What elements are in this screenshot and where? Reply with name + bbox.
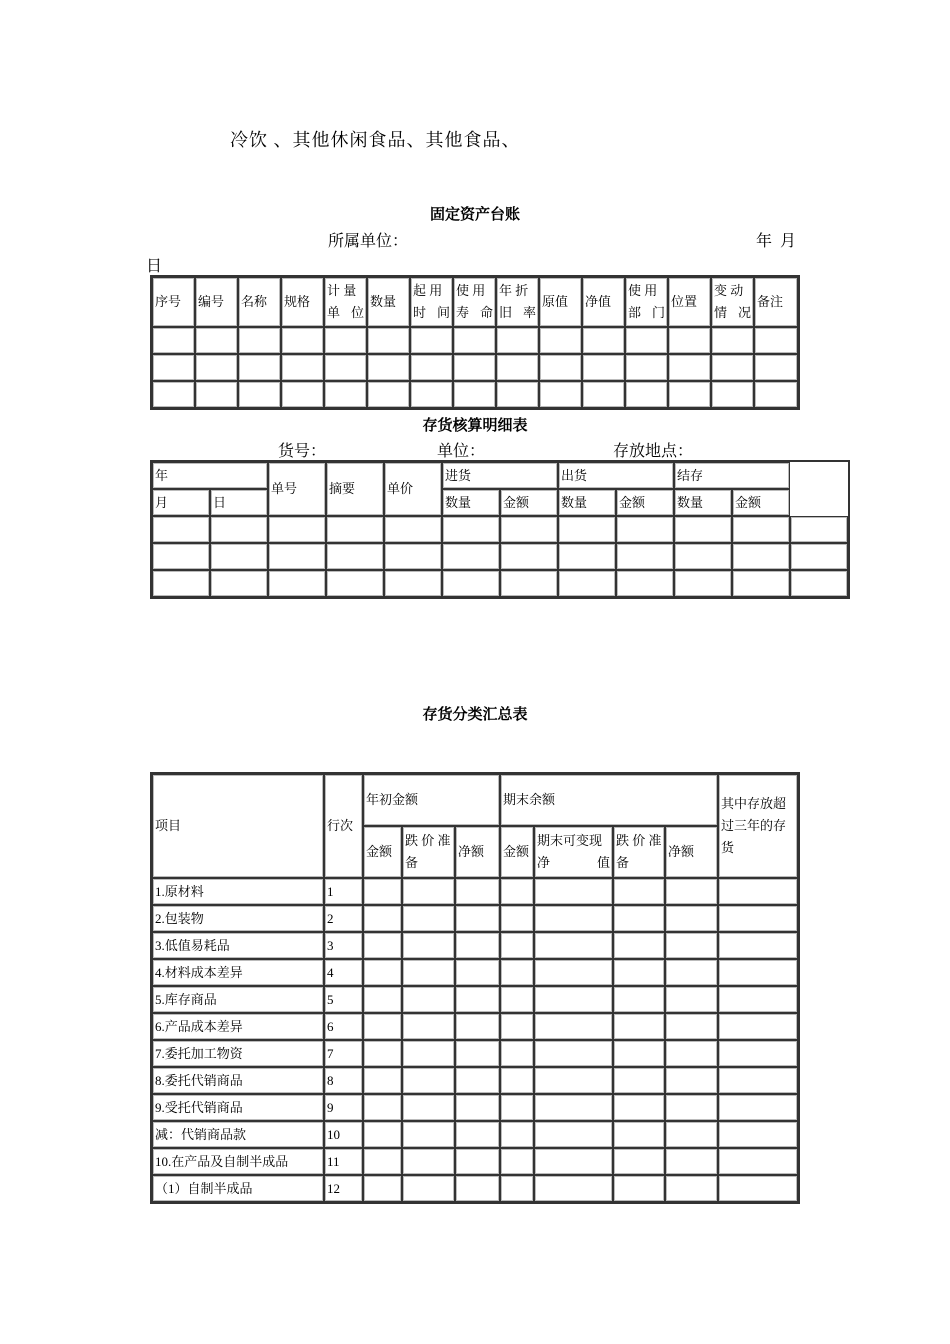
table-cell[interactable] xyxy=(453,381,496,408)
table-cell[interactable] xyxy=(500,932,534,959)
table-row xyxy=(152,516,848,543)
table-cell[interactable] xyxy=(442,516,500,543)
inventory-summary-table xyxy=(150,772,800,1204)
header-net: 净额 xyxy=(665,826,718,878)
table-cell[interactable] xyxy=(718,1121,798,1148)
table-cell[interactable] xyxy=(402,1040,455,1067)
header-month: 月 xyxy=(152,489,210,516)
header-reserve: 跌 价 准备 xyxy=(402,826,455,878)
table-row xyxy=(152,932,798,959)
table-cell[interactable] xyxy=(613,905,665,932)
table-cell[interactable] xyxy=(384,543,442,570)
row-line-number: 7 xyxy=(324,1040,363,1067)
table-cell[interactable] xyxy=(402,986,455,1013)
table-cell[interactable] xyxy=(455,1067,500,1094)
fixed-assets-unit-label: 所属单位： xyxy=(328,233,409,250)
row-item-label: 4.材料成本差异 xyxy=(152,959,324,986)
table-cell[interactable] xyxy=(326,516,384,543)
table-cell[interactable] xyxy=(613,1094,665,1121)
header-over-three-years: 其中存放超过三年的存货 xyxy=(718,774,798,878)
table-cell[interactable] xyxy=(613,986,665,1013)
table-row xyxy=(152,1175,798,1202)
table-cell[interactable] xyxy=(616,516,674,543)
table-cell[interactable] xyxy=(500,1175,534,1202)
table-cell[interactable] xyxy=(210,516,268,543)
table-cell[interactable] xyxy=(718,1094,798,1121)
header-line: 行次 xyxy=(324,774,363,878)
table-cell[interactable] xyxy=(402,1175,455,1202)
table-cell[interactable] xyxy=(455,1013,500,1040)
detail-header-row-1 xyxy=(152,462,848,489)
table-cell[interactable] xyxy=(455,959,500,986)
table-cell[interactable] xyxy=(455,986,500,1013)
table-cell[interactable] xyxy=(732,570,790,597)
table-cell[interactable] xyxy=(367,381,410,408)
table-cell[interactable] xyxy=(363,905,402,932)
table-cell[interactable] xyxy=(790,543,848,570)
table-cell[interactable] xyxy=(268,543,326,570)
table-cell[interactable] xyxy=(613,1067,665,1094)
table-row xyxy=(152,1013,798,1040)
table-cell[interactable] xyxy=(539,381,582,408)
table-cell[interactable] xyxy=(152,516,210,543)
table-cell[interactable] xyxy=(455,905,500,932)
table-cell[interactable] xyxy=(363,1067,402,1094)
table-cell[interactable] xyxy=(195,381,238,408)
fixed-assets-table xyxy=(150,275,800,410)
table-cell[interactable] xyxy=(363,1148,402,1175)
table-cell[interactable] xyxy=(500,543,558,570)
table-cell[interactable] xyxy=(384,570,442,597)
table-cell[interactable] xyxy=(534,878,613,905)
table-cell[interactable] xyxy=(500,1067,534,1094)
header-end-balance: 期末余额 xyxy=(500,774,718,826)
table-cell[interactable] xyxy=(613,1175,665,1202)
table-cell[interactable] xyxy=(754,381,798,408)
row-line-number: 8 xyxy=(324,1067,363,1094)
table-cell[interactable] xyxy=(238,354,281,381)
table-cell[interactable] xyxy=(558,516,616,543)
table-cell[interactable] xyxy=(558,543,616,570)
table-cell[interactable] xyxy=(668,354,711,381)
table-cell[interactable] xyxy=(534,986,613,1013)
table-cell[interactable] xyxy=(674,570,732,597)
table-cell[interactable] xyxy=(534,959,613,986)
table-cell[interactable] xyxy=(718,1013,798,1040)
table-row xyxy=(152,381,798,408)
table-cell[interactable] xyxy=(718,932,798,959)
table-cell[interactable] xyxy=(496,354,539,381)
table-cell[interactable] xyxy=(665,932,718,959)
row-line-number: 9 xyxy=(324,1094,363,1121)
row-item-label: 10.在产品及自制半成品 xyxy=(152,1148,324,1175)
table-cell[interactable] xyxy=(718,986,798,1013)
row-line-number: 10 xyxy=(324,1121,363,1148)
header-balance: 结存 xyxy=(674,462,790,489)
table-cell[interactable] xyxy=(665,1013,718,1040)
table-cell[interactable] xyxy=(613,1121,665,1148)
table-cell[interactable] xyxy=(210,570,268,597)
table-row xyxy=(152,1148,798,1175)
table-cell[interactable] xyxy=(711,381,754,408)
table-cell[interactable] xyxy=(367,327,410,354)
table-cell[interactable] xyxy=(665,1121,718,1148)
table-cell[interactable] xyxy=(453,327,496,354)
table-cell[interactable] xyxy=(152,570,210,597)
table-cell[interactable] xyxy=(402,932,455,959)
table-cell[interactable] xyxy=(534,1040,613,1067)
table-row xyxy=(152,327,798,354)
table-cell[interactable] xyxy=(402,878,455,905)
table-cell[interactable] xyxy=(500,986,534,1013)
header-in: 进货 xyxy=(442,462,558,489)
row-line-number: 12 xyxy=(324,1175,363,1202)
inventory-summary-title: 存货分类汇总表 xyxy=(422,705,528,723)
table-cell[interactable] xyxy=(534,1175,613,1202)
table-row xyxy=(152,1121,798,1148)
row-line-number: 4 xyxy=(324,959,363,986)
table-row xyxy=(152,878,798,905)
row-line-number: 5 xyxy=(324,986,363,1013)
table-cell[interactable] xyxy=(732,543,790,570)
table-cell[interactable] xyxy=(195,327,238,354)
table-cell[interactable] xyxy=(500,570,558,597)
table-cell[interactable] xyxy=(500,1121,534,1148)
header-cell: 序号 xyxy=(152,277,195,327)
table-cell[interactable] xyxy=(363,1175,402,1202)
table-cell[interactable] xyxy=(674,516,732,543)
table-cell[interactable] xyxy=(402,959,455,986)
table-cell[interactable] xyxy=(324,327,367,354)
table-cell[interactable] xyxy=(613,932,665,959)
fixed-assets-date-label-b: 日 xyxy=(146,258,163,275)
table-cell[interactable] xyxy=(534,1013,613,1040)
table-cell[interactable] xyxy=(613,959,665,986)
header-summary: 摘要 xyxy=(326,462,384,516)
table-cell[interactable] xyxy=(455,1175,500,1202)
table-cell[interactable] xyxy=(500,1094,534,1121)
row-item-label: 3.低值易耗品 xyxy=(152,932,324,959)
header-day: 日 xyxy=(210,489,268,516)
table-cell[interactable] xyxy=(534,932,613,959)
header-cell: 净值 xyxy=(582,277,625,327)
detail-header-row-2 xyxy=(152,489,848,516)
table-cell[interactable] xyxy=(326,570,384,597)
row-line-number: 11 xyxy=(324,1148,363,1175)
table-cell[interactable] xyxy=(402,1121,455,1148)
header-amount: 金额 xyxy=(732,489,790,516)
detail-unit-label: 单位： xyxy=(437,443,486,460)
table-cell[interactable] xyxy=(754,327,798,354)
table-cell[interactable] xyxy=(238,381,281,408)
row-item-label: 7.委托加工物资 xyxy=(152,1040,324,1067)
table-cell[interactable] xyxy=(324,354,367,381)
summary-header-row-1 xyxy=(152,774,798,826)
table-row xyxy=(152,1067,798,1094)
header-amount: 金额 xyxy=(616,489,674,516)
table-cell[interactable] xyxy=(384,516,442,543)
table-cell[interactable] xyxy=(582,327,625,354)
table-cell[interactable] xyxy=(711,354,754,381)
header-unit-price: 单价 xyxy=(384,462,442,516)
header-cell: 备注 xyxy=(754,277,798,327)
header-begin-amount: 年初金额 xyxy=(363,774,500,826)
table-cell[interactable] xyxy=(732,516,790,543)
table-cell[interactable] xyxy=(668,381,711,408)
table-cell[interactable] xyxy=(718,1175,798,1202)
row-item-label: 2.包装物 xyxy=(152,905,324,932)
header-cell: 年 折旧率 xyxy=(496,277,539,327)
table-cell[interactable] xyxy=(453,354,496,381)
row-item-label: （1）自制半成品 xyxy=(152,1175,324,1202)
header-net: 净额 xyxy=(455,826,500,878)
table-cell[interactable] xyxy=(534,1067,613,1094)
table-cell[interactable] xyxy=(442,543,500,570)
table-cell[interactable] xyxy=(281,381,324,408)
table-cell[interactable] xyxy=(410,354,453,381)
table-cell[interactable] xyxy=(616,543,674,570)
table-cell[interactable] xyxy=(363,1094,402,1121)
table-cell[interactable] xyxy=(324,381,367,408)
table-cell[interactable] xyxy=(363,878,402,905)
header-cell: 变 动情况 xyxy=(711,277,754,327)
header-year: 年 xyxy=(152,462,268,489)
table-cell[interactable] xyxy=(455,1094,500,1121)
table-cell[interactable] xyxy=(496,381,539,408)
table-cell[interactable] xyxy=(402,1013,455,1040)
table-cell[interactable] xyxy=(665,905,718,932)
table-cell[interactable] xyxy=(363,1040,402,1067)
table-cell[interactable] xyxy=(500,959,534,986)
row-item-label: 1.原材料 xyxy=(152,878,324,905)
table-cell[interactable] xyxy=(500,878,534,905)
table-cell[interactable] xyxy=(616,570,674,597)
table-cell[interactable] xyxy=(410,327,453,354)
row-item-label: 9.受托代销商品 xyxy=(152,1094,324,1121)
table-cell[interactable] xyxy=(790,516,848,543)
table-row xyxy=(152,1040,798,1067)
header-out: 出货 xyxy=(558,462,674,489)
fixed-assets-title: 固定资产台账 xyxy=(429,205,520,223)
table-cell[interactable] xyxy=(539,327,582,354)
table-cell[interactable] xyxy=(455,878,500,905)
table-cell[interactable] xyxy=(665,1175,718,1202)
table-cell[interactable] xyxy=(534,1094,613,1121)
header-cell: 名称 xyxy=(238,277,281,327)
header-reserve: 跌 价 准备 xyxy=(613,826,665,878)
table-cell[interactable] xyxy=(363,932,402,959)
table-cell[interactable] xyxy=(152,354,195,381)
table-row xyxy=(152,905,798,932)
table-cell[interactable] xyxy=(363,959,402,986)
header-cell: 编号 xyxy=(195,277,238,327)
table-cell[interactable] xyxy=(402,1148,455,1175)
table-cell[interactable] xyxy=(718,905,798,932)
table-row xyxy=(152,570,848,597)
header-doc-no: 单号 xyxy=(268,462,326,516)
table-cell[interactable] xyxy=(665,1067,718,1094)
table-cell[interactable] xyxy=(718,959,798,986)
table-cell[interactable] xyxy=(281,327,324,354)
table-cell[interactable] xyxy=(674,543,732,570)
table-cell[interactable] xyxy=(238,327,281,354)
header-cell: 规格 xyxy=(281,277,324,327)
table-cell[interactable] xyxy=(790,570,848,597)
table-cell[interactable] xyxy=(500,1148,534,1175)
header-qty: 数量 xyxy=(558,489,616,516)
table-cell[interactable] xyxy=(754,354,798,381)
table-cell[interactable] xyxy=(534,1121,613,1148)
header-qty: 数量 xyxy=(674,489,732,516)
table-row xyxy=(152,1094,798,1121)
table-cell[interactable] xyxy=(500,516,558,543)
table-cell[interactable] xyxy=(665,1094,718,1121)
table-cell[interactable] xyxy=(500,1013,534,1040)
table-cell[interactable] xyxy=(152,327,195,354)
header-cell: 原值 xyxy=(539,277,582,327)
row-item-label: 6.产品成本差异 xyxy=(152,1013,324,1040)
table-cell[interactable] xyxy=(367,354,410,381)
location-label: 存放地点： xyxy=(613,443,694,460)
row-item-label: 减：代销商品款 xyxy=(152,1121,324,1148)
header-amount: 金额 xyxy=(363,826,402,878)
table-cell[interactable] xyxy=(496,327,539,354)
table-cell[interactable] xyxy=(613,878,665,905)
table-cell[interactable] xyxy=(665,878,718,905)
header-amount: 金额 xyxy=(500,489,558,516)
fixed-assets-date-label-a: 年 月 xyxy=(756,233,799,250)
table-cell[interactable] xyxy=(500,905,534,932)
table-cell[interactable] xyxy=(455,1148,500,1175)
table-cell[interactable] xyxy=(534,1148,613,1175)
row-line-number: 6 xyxy=(324,1013,363,1040)
table-cell[interactable] xyxy=(195,354,238,381)
row-line-number: 2 xyxy=(324,905,363,932)
table-cell[interactable] xyxy=(718,878,798,905)
table-cell[interactable] xyxy=(665,1148,718,1175)
table-cell[interactable] xyxy=(363,1121,402,1148)
table-cell[interactable] xyxy=(442,570,500,597)
table-cell[interactable] xyxy=(558,570,616,597)
table-cell[interactable] xyxy=(668,327,711,354)
table-cell[interactable] xyxy=(363,986,402,1013)
header-item: 项目 xyxy=(152,774,324,878)
table-row xyxy=(152,986,798,1013)
table-cell[interactable] xyxy=(410,381,453,408)
table-cell[interactable] xyxy=(718,1148,798,1175)
header-cell: 使 用寿命 xyxy=(453,277,496,327)
table-cell[interactable] xyxy=(281,354,324,381)
table-cell[interactable] xyxy=(665,959,718,986)
header-nrv: 期末可变现净值 xyxy=(534,826,613,878)
table-cell[interactable] xyxy=(363,1013,402,1040)
table-cell[interactable] xyxy=(268,570,326,597)
table-cell[interactable] xyxy=(500,1040,534,1067)
table-cell[interactable] xyxy=(210,543,268,570)
table-row xyxy=(152,354,798,381)
table-cell[interactable] xyxy=(582,354,625,381)
row-item-label: 5.库存商品 xyxy=(152,986,324,1013)
table-cell[interactable] xyxy=(152,381,195,408)
header-cell: 位置 xyxy=(668,277,711,327)
table-cell[interactable] xyxy=(665,986,718,1013)
inventory-detail-table xyxy=(150,460,850,599)
header-amount: 金额 xyxy=(500,826,534,878)
fixed-assets-header-row xyxy=(152,277,798,327)
table-cell[interactable] xyxy=(152,543,210,570)
header-cell: 起 用时间 xyxy=(410,277,453,327)
table-cell[interactable] xyxy=(613,1148,665,1175)
table-cell[interactable] xyxy=(718,1040,798,1067)
table-cell[interactable] xyxy=(268,516,326,543)
row-line-number: 1 xyxy=(324,878,363,905)
table-cell[interactable] xyxy=(326,543,384,570)
table-cell[interactable] xyxy=(665,1040,718,1067)
table-row xyxy=(152,959,798,986)
row-line-number: 3 xyxy=(324,932,363,959)
table-cell[interactable] xyxy=(711,327,754,354)
inventory-detail-title: 存货核算明细表 xyxy=(422,416,528,434)
table-cell[interactable] xyxy=(718,1067,798,1094)
table-cell[interactable] xyxy=(402,1094,455,1121)
table-row xyxy=(152,543,848,570)
table-cell[interactable] xyxy=(455,932,500,959)
table-cell[interactable] xyxy=(402,905,455,932)
table-cell[interactable] xyxy=(455,1121,500,1148)
table-cell[interactable] xyxy=(582,381,625,408)
table-cell[interactable] xyxy=(534,905,613,932)
table-cell[interactable] xyxy=(613,1040,665,1067)
intro-line: 冷饮 、其他休闲食品、其他食品、 xyxy=(230,130,521,150)
table-cell[interactable] xyxy=(625,327,668,354)
row-item-label: 8.委托代销商品 xyxy=(152,1067,324,1094)
table-cell[interactable] xyxy=(402,1067,455,1094)
header-cell: 计 量单位 xyxy=(324,277,367,327)
table-cell[interactable] xyxy=(613,1013,665,1040)
header-qty: 数量 xyxy=(442,489,500,516)
table-cell[interactable] xyxy=(455,1040,500,1067)
header-cell: 使 用部门 xyxy=(625,277,668,327)
table-cell[interactable] xyxy=(539,354,582,381)
table-cell[interactable] xyxy=(625,354,668,381)
header-cell: 数量 xyxy=(367,277,410,327)
table-cell[interactable] xyxy=(625,381,668,408)
goods-no-label: 货号： xyxy=(278,443,327,460)
